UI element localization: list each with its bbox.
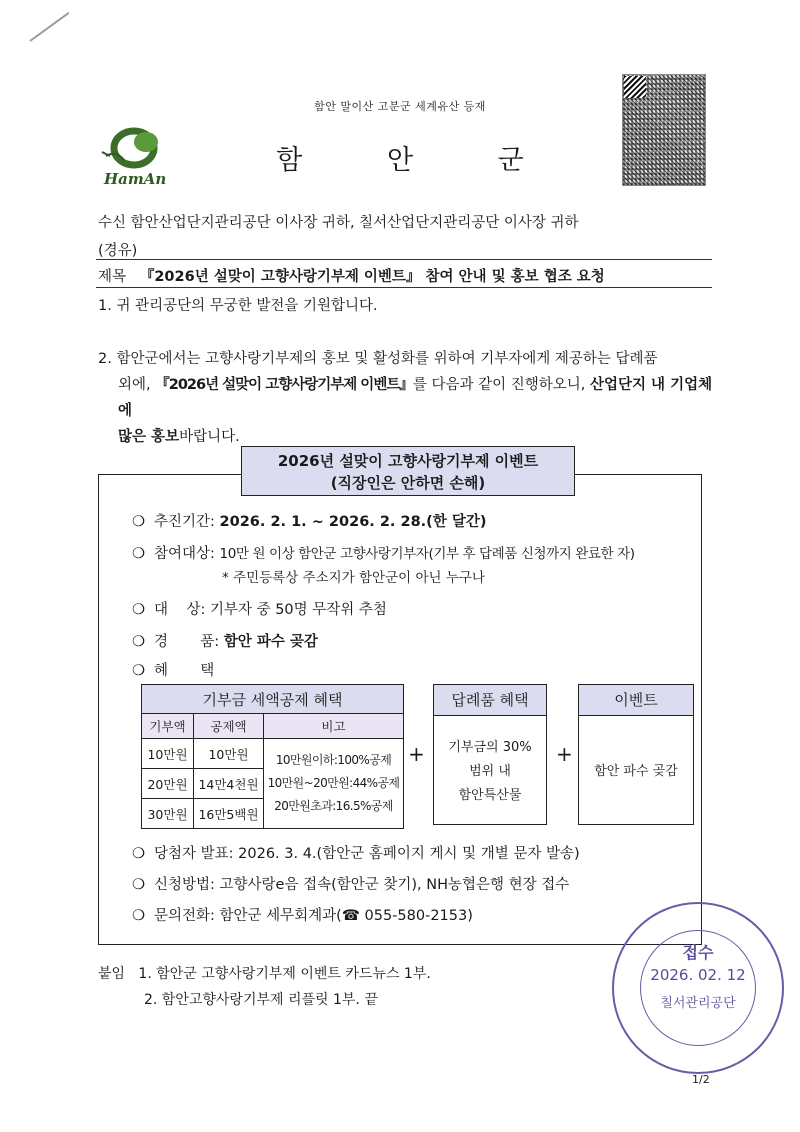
p2-event-name: 『2026년 설맞이 고향사랑기부제 이벤트』 (155, 377, 413, 393)
draw-value: 기부자 중 50명 무작위 추첨 (209, 602, 387, 618)
target-item (132, 542, 635, 563)
event-title-line-2: (직장인은 안하면 손해) (330, 474, 486, 492)
p2-highlight-b: 많은 홍보 (118, 429, 180, 445)
bullet-icon: ❍ (132, 877, 145, 893)
period-item (132, 510, 487, 531)
org-title: 함 안 군 (276, 145, 562, 176)
amount-cell: 30만원 (142, 799, 194, 829)
announce-item (132, 842, 580, 863)
event-col-title: 이벤트 (579, 685, 693, 716)
paragraph-2-line-1: 2. 함안군에서는 고향사랑기부제의 홍보 및 활성화를 위하여 기부자에게 제공하는 답례품 (98, 351, 658, 367)
draw-label: 대 상: (154, 602, 210, 618)
bullet-icon: ❍ (132, 663, 145, 679)
prize-item (132, 630, 318, 651)
logo-text: HamAn (104, 170, 167, 188)
stamp-org: 칠서관리공단 (660, 996, 736, 1011)
benefit-label: 혜 택 (154, 663, 215, 679)
paragraph-2-line-2 (98, 372, 716, 424)
stamp-date: 2026. 02. 12 (650, 966, 746, 984)
p2-text-a: 외에, (118, 377, 156, 393)
p2-text-c: 바랍니다. (179, 429, 240, 445)
col-deduction-header: 공제액 (194, 714, 264, 739)
header-rule-top (96, 259, 712, 260)
event-box-title (241, 446, 575, 496)
gift-benefit-box (433, 684, 547, 825)
event-title-line-1: 2026년 설맞이 고향사랑기부제 이벤트 (277, 452, 539, 470)
deduction-cell: 14만4천원 (194, 769, 264, 799)
via-line: (경유) (98, 243, 138, 259)
stamp-top: 접수 (682, 943, 714, 962)
paragraph-1: 1. 귀 관리공단의 무궁한 발전을 기원합니다. (98, 298, 378, 314)
page-number: 1/2 (692, 1073, 710, 1086)
target-value: 10만 원 이상 함안군 고향사랑기부자(기부 후 답례품 신청까지 완료한 자) (219, 546, 635, 562)
event-col-text: 함안 파수 곶감 (594, 764, 678, 779)
target-label: 참여대상: (154, 546, 220, 562)
apply-item (132, 873, 569, 894)
p2-text-b: 를 다음과 같이 진행하오니, (412, 377, 590, 393)
bullet-icon: ❍ (132, 846, 145, 862)
note-line: 10만원~20만원:44%공제 (267, 776, 400, 790)
deduction-cell: 10만원 (194, 739, 264, 769)
qr-corner-mark (624, 76, 646, 98)
attachment-label: 붙임 (98, 966, 126, 982)
prize-label: 경 품: (154, 634, 224, 650)
subject-item (132, 598, 387, 619)
tax-table-title: 기부금 세액공제 혜택 (142, 685, 404, 714)
subject-label: 제목 (98, 269, 127, 285)
bullet-icon: ❍ (132, 546, 145, 562)
prize-value: 함안 파수 곶감 (223, 634, 318, 650)
plus-sign: + (408, 742, 425, 766)
attachment-2: 2. 함안고향사랑기부제 리플릿 1부. 끝 (144, 992, 378, 1008)
attachment-1-text: 1. 함안군 고향사랑기부제 이벤트 카드뉴스 1부. (138, 966, 431, 982)
bullet-icon: ❍ (132, 514, 145, 530)
event-benefit-box (578, 684, 694, 825)
col-amount-header: 기부액 (142, 714, 194, 739)
bullet-icon: ❍ (132, 634, 145, 650)
slogan: 함안 말이산 고분군 세계유산 등재 (314, 100, 486, 113)
pen-mark (29, 12, 69, 42)
period-label: 추진기간: (154, 514, 220, 530)
table-row (142, 739, 404, 769)
bullet-icon: ❍ (132, 908, 145, 924)
gift-box-title: 답례품 혜택 (434, 685, 546, 716)
gift-line: 범위 내 (469, 764, 511, 779)
target-note: * 주민등록상 주소지가 함안군이 아닌 누구나 (222, 570, 485, 586)
period-value: 2026. 2. 1. ~ 2026. 2. 28.(한 달간) (219, 514, 487, 530)
gift-box-body (434, 716, 546, 808)
note-line: 20만원초과:16.5%공제 (274, 799, 393, 813)
amount-cell: 20만원 (142, 769, 194, 799)
note-line: 10만원이하:100%공제 (275, 753, 392, 767)
p2-highlight-a: 산업단지 내 기업체에 (118, 377, 713, 419)
plus-sign: + (556, 742, 573, 766)
header-rule-bottom (96, 287, 712, 288)
deduction-cell: 16만5백원 (194, 799, 264, 829)
gift-line: 기부금의 30% (448, 740, 532, 755)
col-note-header: 비고 (264, 714, 404, 739)
subject-text: 『2026년 설맞이 고향사랑기부제 이벤트』 참여 안내 및 홍보 협조 요청 (139, 269, 605, 285)
attachment-1 (98, 963, 431, 983)
note-cell (264, 739, 404, 829)
bullet-icon: ❍ (132, 602, 145, 618)
paragraph-2 (98, 346, 716, 450)
subject-line (98, 265, 605, 286)
benefit-item (132, 659, 214, 680)
apply-text: 신청방법: 고향사랑e음 접속(함안군 찾기), NH농협은행 현장 접수 (154, 877, 570, 893)
recipient-line: 수신 함안산업단지관리공단 이사장 귀하, 칠서산업단지관리공단 이사장 귀하 (98, 215, 579, 231)
contact-item (132, 904, 473, 925)
gift-line: 함안특산물 (458, 788, 522, 803)
amount-cell: 10만원 (142, 739, 194, 769)
tax-deduction-table (141, 684, 404, 829)
contact-text: 문의전화: 함안군 세무회계과(☎ 055-580-2153) (154, 908, 473, 924)
received-stamp (612, 902, 784, 1074)
announce-text: 당첨자 발표: 2026. 3. 4.(함안군 홈페이지 게시 및 개별 문자 발송) (154, 846, 580, 862)
